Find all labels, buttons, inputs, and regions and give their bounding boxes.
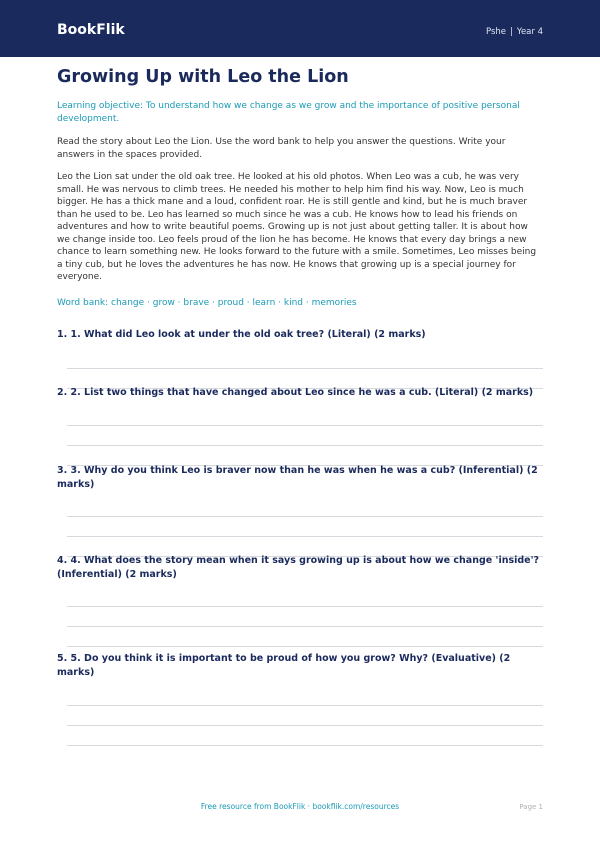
subject-year bbox=[486, 27, 543, 37]
question-5: 5. 5. Do you think it is important to be proud of how you grow? Why? (Evaluative) (2 marks) bbox=[57, 653, 511, 678]
question-2: 2. 2. List two things that have changed about Leo since he was a cub. (Literal) (2 marks) bbox=[57, 386, 534, 398]
page-header bbox=[0, 0, 600, 57]
answer-line[interactable] bbox=[67, 705, 543, 706]
question-3: 3. 3. Why do you think Leo is braver now than he was when he was a cub? (Inferential) (2 marks) bbox=[57, 465, 538, 490]
answer-line[interactable] bbox=[67, 725, 543, 726]
footer-credit: Free resource from BookFlik · bookflik.com/resources bbox=[200, 802, 400, 811]
answer-line[interactable] bbox=[67, 368, 543, 369]
page-title: Growing Up with Leo the Lion bbox=[57, 67, 349, 87]
instructions: Read the story about Leo the Lion. Use the word bank to help you answer the questions. Write your answers in the spaces provided. bbox=[57, 137, 506, 160]
answer-line[interactable] bbox=[67, 516, 543, 517]
worksheet-body bbox=[57, 66, 543, 746]
question-4: 4. 4. What does the story mean when it says growing up is about how we change 'inside'? (Inferential) (2 marks) bbox=[57, 555, 540, 580]
learning-objective: Learning objective: To understand how we change as we grow and the importance of positive personal development. bbox=[57, 101, 520, 124]
answer-line[interactable] bbox=[67, 425, 543, 426]
answer-line[interactable] bbox=[67, 626, 543, 627]
year-label: Year 4 bbox=[516, 27, 543, 37]
story-text: Leo the Lion sat under the old oak tree. He looked at his old photos. When Leo was a cub, he was very small. He was nervous to climb trees. He needed his mother to help him find his way. Now, Leo is much bigger. He has a thick mane and a loud, confident roar. He is still gentle and kind, but he is much braver than he used to be. Leo has learned so much since he was a cub. He knows how to lead his friends on adventures and how to write beautiful poems. Growing up is not just about getting taller. It is about how we change inside too. Leo feels proud of the lion he has become. He knows that every day brings a new chance to learn something new. He looks forward to the future with a smile. Sometimes, Leo misses being a tiny cub, but he loves the adventures he has now. He knows that growing up is a special journey for everyone. bbox=[57, 172, 537, 282]
brand-logo: BookFlik bbox=[57, 22, 125, 38]
answer-line[interactable] bbox=[67, 445, 543, 446]
answer-line[interactable] bbox=[67, 646, 543, 647]
meta-separator: | bbox=[510, 27, 513, 37]
answer-line[interactable] bbox=[67, 606, 543, 607]
answer-line[interactable] bbox=[67, 745, 543, 746]
word-bank: Word bank: change · grow · brave · proud · learn · kind · memories bbox=[57, 297, 357, 308]
subject-label: Pshe bbox=[485, 27, 507, 37]
page-number: Page 1 bbox=[519, 803, 543, 811]
answer-line[interactable] bbox=[67, 536, 543, 537]
question-1: 1. 1. What did Leo look at under the old oak tree? (Literal) (2 marks) bbox=[57, 329, 426, 340]
